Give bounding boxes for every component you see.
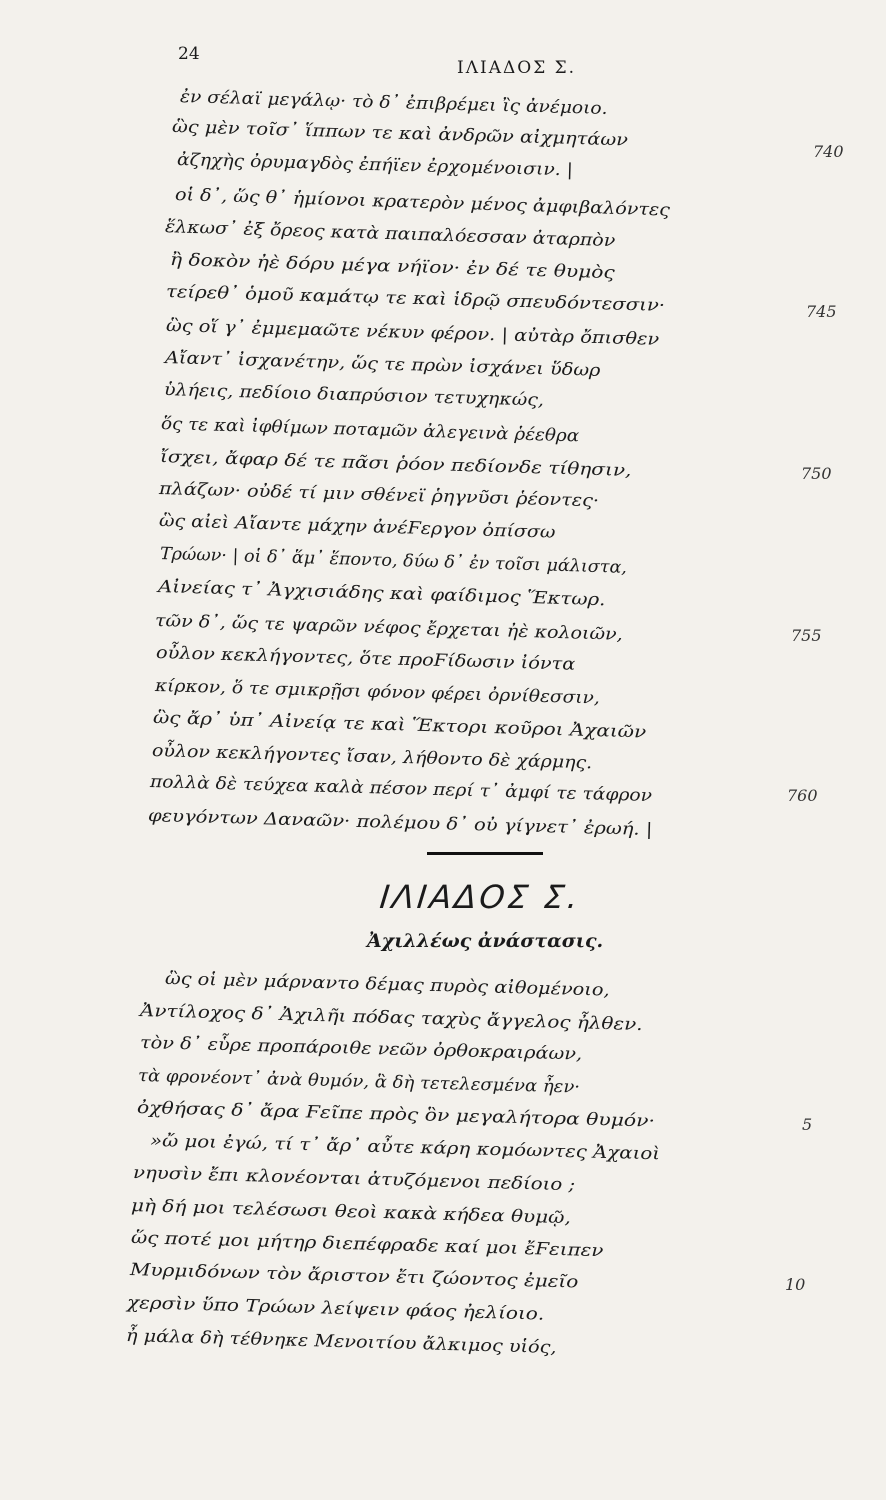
verse-line: ὑλήεις, πεδίοιο διαπρύσιον τετυχηκώς, <box>163 380 545 411</box>
verse-line: πλάζων· οὐδέ τί μιν σθένεϊ ῥηγνῦσι ῥέοντες· <box>158 479 600 512</box>
verse-line: ὣς μὲν τοῖσ᾽ ἵππων τε καὶ ἀνδρῶν αἰχμητάων <box>171 117 629 151</box>
running-head: ΙΛΙΑΔΟΣ Σ. <box>457 58 577 78</box>
verse-line: ἦ μάλα δὴ τέθνηκε Μενοιτίου ἄλκιμος υἱός, <box>125 1326 557 1359</box>
line-number: 10 <box>785 1275 806 1294</box>
verse-line: τὰ φρονέοντ᾽ ἀνὰ θυμόν, ἃ δὴ τετελεσμένα ἦεν· <box>137 1066 581 1098</box>
book-title: ΙΛΙΑΔΟΣ Σ. <box>378 878 583 916</box>
verse-line: ὣς οἱ μὲν μάρναντο δέμας πυρὸς αἰθομένοιο, <box>164 969 610 1001</box>
verse-line: Τρώων· | οἱ δ᾽ ἅμ᾽ ἕποντο, δύω δ᾽ ἐν τοῖσι μάλιστα, <box>159 544 628 578</box>
verse-line: οὖλον κεκλήγοντες ἴσαν, λήθοντο δὲ χάρμης. <box>151 741 593 774</box>
verse-line: τὸν δ᾽ εὗρε προπάροιθε νεῶν ὀρθοκραιράων, <box>139 1033 583 1065</box>
verse-line: μὴ δή μοι τελέσωσι θεοὶ κακὰ κήδεα θυμῷ, <box>130 1196 572 1229</box>
verse-line: ὀχθήσας δ᾽ ἄρα Ϝεῖπε πρὸς ὃν μεγαλήτορα θυμόν· <box>136 1098 656 1132</box>
line-number: 750 <box>801 464 832 483</box>
verse-line: ἐν σέλαϊ μεγάλῳ· τὸ δ᾽ ἐπιβρέμει ἲς ἀνέμοιο. <box>179 87 608 119</box>
book-subtitle: Ἀχιλλέως ἀνάστασις. <box>367 930 604 952</box>
verse-line: ἀζηχὴς ὀρυμαγδὸς ἐπήϊεν ἐρχομένοισιν. | <box>176 150 574 181</box>
verse-line: τείρεθ᾽ ὁμοῦ καμάτῳ τε καὶ ἱδρῷ σπευδόντεσσιν· <box>165 282 666 316</box>
line-number: 745 <box>806 302 837 321</box>
verse-line: ἢ δοκὸν ἠὲ δόρυ μέγα νήϊον· ἐν δέ τε θυμὸς <box>169 250 615 284</box>
page-number: 24 <box>178 44 200 64</box>
verse-line: Ἀντίλοχος δ᾽ Ἀχιλῆι πόδας ταχὺς ἄγγελος ἦλθεν. <box>139 1001 643 1036</box>
verse-line: οὖλον κεκλήγοντες, ὅτε προϜίδωσιν ἰόντα <box>155 643 576 675</box>
verse-line: τῶν δ᾽, ὥς τε ψαρῶν νέφος ἔρχεται ἠὲ κολοιῶν, <box>154 611 624 645</box>
verse-line: νηυσὶν ἔπι κλονέονται ἀτυζόμενοι πεδίοιο ; <box>132 1163 576 1196</box>
verse-line: ὣς ἄρ᾽ ὑπ᾽ Αἰνείᾳ τε καὶ Ἕκτορι κοῦροι Ἀχαιῶν <box>152 708 647 743</box>
verse-line: χερσὶν ὕπο Τρώων λείψειν φάος ἠελίοιο. <box>126 1293 545 1325</box>
verse-line: ὣς οἵ γ᾽ ἐμμεμαῶτε νέκυν φέρον. | αὐτὰρ ὄπισθεν <box>165 316 660 350</box>
line-number: 740 <box>813 142 844 161</box>
verse-line: κίρκον, ὅ τε σμικρῇσι φόνον φέρει ὀρνίθεσσιν, <box>154 676 601 709</box>
verse-line: Αἰνείας τ᾽ Ἀγχισιάδης καὶ φαίδιμος Ἕκτωρ. <box>157 577 606 611</box>
verse-line: ὅς τε καὶ ἰφθίμων ποταμῶν ἀλεγεινὰ ῥέεθρα <box>160 414 580 447</box>
verse-line: Αἴαντ᾽ ἰσχανέτην, ὥς τε πρὼν ἰσχάνει ὕδωρ <box>164 348 601 381</box>
verse-line: οἱ δ᾽, ὥς θ᾽ ἡμίονοι κρατερὸν μένος ἀμφιβαλόντες <box>174 185 671 221</box>
verse-line: »ὤ μοι ἐγώ, τί τ᾽ ἄρ᾽ αὖτε κάρη κομόωντες Ἀχαιοὶ <box>149 1131 661 1165</box>
verse-line: ἴσχει, ἄφαρ δέ τε πᾶσι ῥόον πεδίονδε τίθησιν, <box>159 447 632 481</box>
line-number: 5 <box>802 1115 813 1134</box>
section-rule <box>427 852 543 855</box>
line-number: 760 <box>787 786 818 805</box>
verse-line: πολλὰ δὲ τεύχεα καλὰ πέσον περί τ᾽ ἀμφί τε τάφρον <box>149 772 653 807</box>
verse-line: ἕλκωσ᾽ ἐξ ὄρεος κατὰ παιπαλόεσσαν ἀταρπὸν <box>164 217 616 252</box>
verse-line: Μυρμιδόνων τὸν ἄριστον ἔτι ζώοντος ἐμεῖο <box>129 1260 579 1293</box>
verse-line: ὣς αἰεὶ Αἴαντε μάχην ἀνέϜεργον ὀπίσσω <box>158 511 556 543</box>
verse-line: φευγόντων Δαναῶν· πολέμου δ᾽ οὐ γίγνετ᾽ ἐρωή. | <box>147 806 653 841</box>
line-number: 755 <box>791 626 822 645</box>
verse-line: ὥς ποτέ μοι μήτηρ διεπέφραδε καί μοι ἔϜειπεν <box>130 1228 604 1262</box>
